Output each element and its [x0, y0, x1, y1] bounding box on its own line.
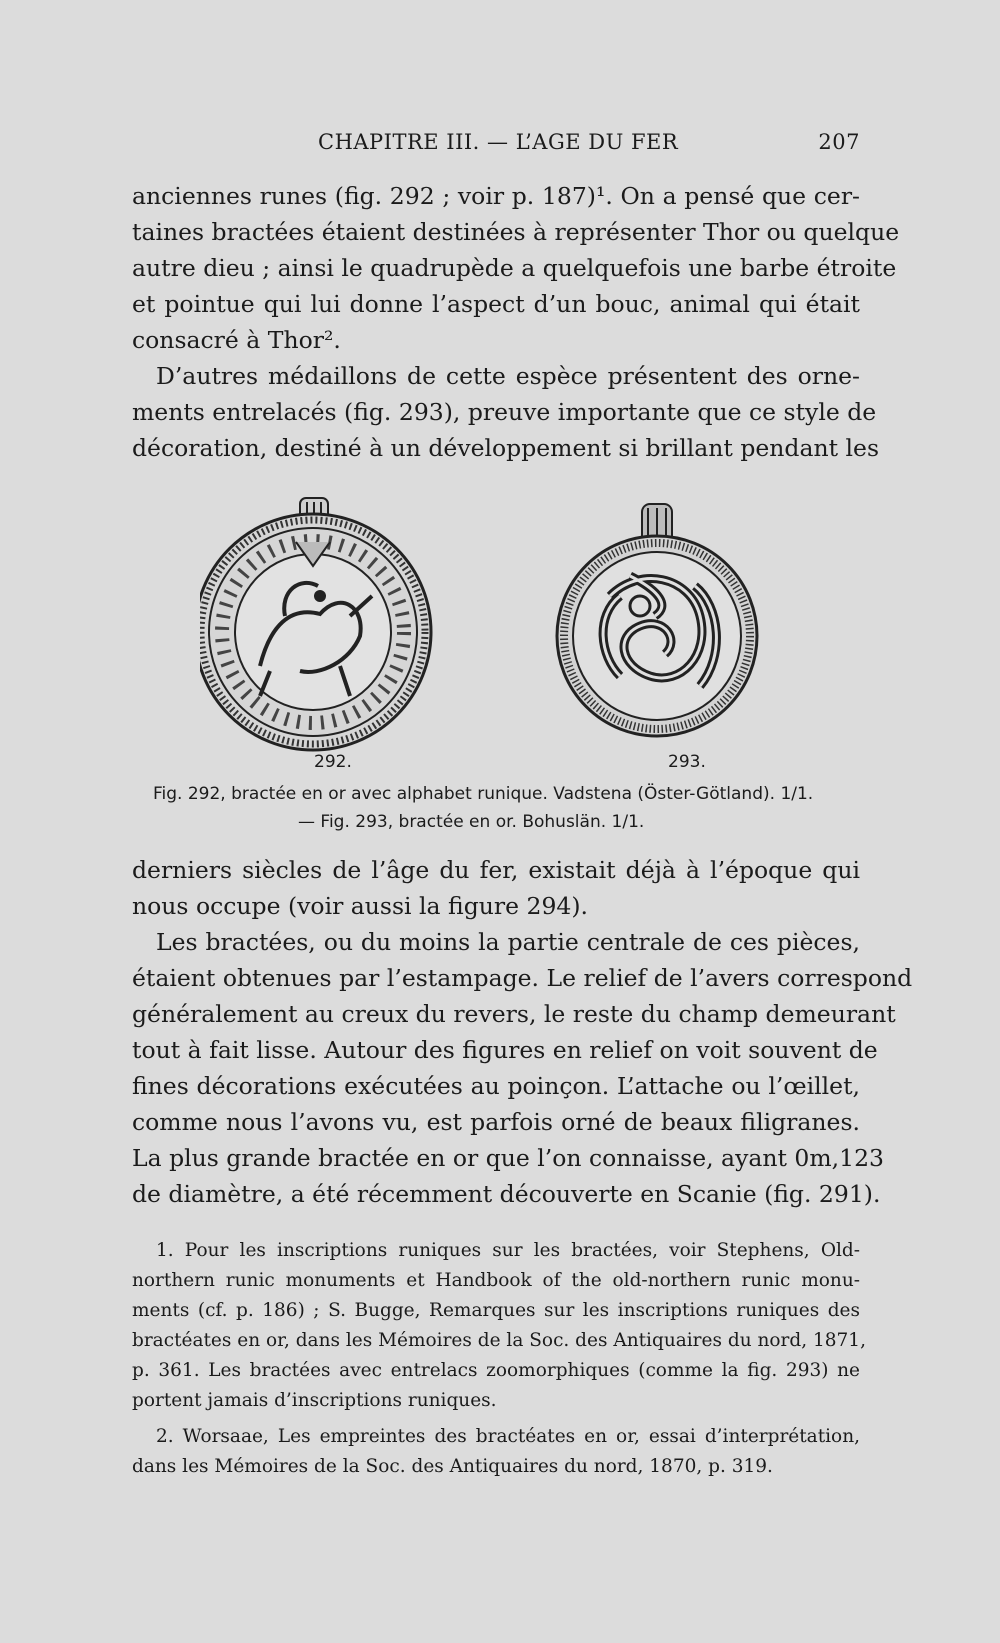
text-line: décoration, destiné à un développement si brillant pendant les [132, 434, 880, 462]
bracteate-figures [200, 496, 800, 766]
running-head [132, 130, 860, 164]
footnote-line: portent jamais d’inscriptions runiques. [132, 1390, 497, 1411]
chapter-title: CHAPITRE III. — L’AGE DU FER [318, 130, 679, 154]
text-line: Les bractées, ou du moins la partie centrale de ces pièces, [156, 928, 860, 956]
paragraph-2 [132, 358, 880, 466]
bracteate-292-illustration [200, 498, 431, 750]
text-line: anciennes runes (fig. 292 ; voir p. 187)¹. On a pensé que cer- [132, 182, 860, 210]
text-line: de diamètre, a été récemment découverte en Scanie (fig. 291). [132, 1180, 881, 1208]
text-line: tout à fait lisse. Autour des figures en relief on voit souvent de [132, 1036, 878, 1064]
text-line: et pointue qui lui donne l’aspect d’un bouc, animal qui était [132, 290, 860, 318]
paragraph-4 [132, 924, 913, 1212]
footnote-2 [132, 1422, 860, 1482]
footnote-line: p. 361. Les bractées avec entrelacs zoomorphiques (comme la fig. 293) ne [132, 1360, 860, 1381]
text-line: taines bractées étaient destinées à représenter Thor ou quelque [132, 218, 900, 246]
footnote-line: 1. Pour les inscriptions runiques sur les bractées, voir Stephens, Old- [156, 1240, 860, 1261]
footnote-line: dans les Mémoires de la Soc. des Antiquaires du nord, 1870, p. 319. [132, 1456, 773, 1477]
text-line: étaient obtenues par l’estampage. Le relief de l’avers correspond [132, 964, 913, 992]
bracteate-293-illustration [557, 504, 757, 736]
footnote-line: northern runic monuments et Handbook of the old-northern runic monu- [132, 1270, 860, 1291]
text-line: consacré à Thor². [132, 326, 341, 354]
text-line: nous occupe (voir aussi la figure 294). [132, 892, 588, 920]
text-line: autre dieu ; ainsi le quadrupède a quelquefois une barbe étroite [132, 254, 897, 282]
caption-line: — Fig. 293, bractée en or. Bohuslän. 1/1. [298, 812, 645, 832]
footnote-line: bractéates en or, dans les Mémoires de la Soc. des Antiquaires du nord, 1871, [132, 1330, 866, 1351]
text-line: derniers siècles de l’âge du fer, existait déjà à l’époque qui [132, 856, 860, 884]
footnotes [132, 1236, 866, 1482]
figure-caption [153, 780, 873, 836]
footnote-line: ments (cf. p. 186) ; S. Bugge, Remarques sur les inscriptions runiques des [132, 1300, 860, 1321]
footnote-line: 2. Worsaae, Les empreintes des bractéates en or, essai d’interprétation, [156, 1426, 860, 1447]
text-line: fines décorations exécutées au poinçon. L’attache ou l’œillet, [132, 1072, 860, 1100]
text-line: ments entrelacés (fig. 293), preuve importante que ce style de [132, 398, 877, 426]
paragraph-1 [132, 178, 900, 358]
text-line: La plus grande bractée en or que l’on connaisse, ayant 0m,123 [132, 1144, 884, 1172]
caption-line: Fig. 292, bractée en or avec alphabet runique. Vadstena (Öster-Götland). 1/1. [153, 784, 814, 804]
text-line: D’autres médaillons de cette espèce présentent des orne- [156, 362, 860, 390]
paragraph-3 [132, 852, 860, 924]
figure-293-label: 293. [668, 752, 706, 772]
text-line: généralement au creux du revers, le reste du champ demeurant [132, 1000, 896, 1028]
figure-292-label: 292. [314, 752, 352, 772]
text-line: comme nous l’avons vu, est parfois orné de beaux filigranes. [132, 1108, 860, 1136]
page-number: 207 [818, 130, 860, 154]
footnote-1 [132, 1236, 866, 1416]
